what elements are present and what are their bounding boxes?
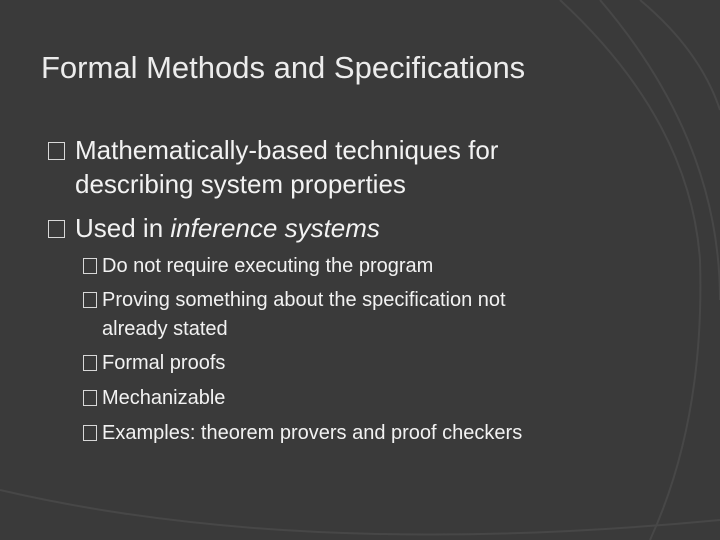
square-bullet-icon	[83, 292, 97, 308]
sub-bullet-5	[102, 419, 522, 448]
sub-bullet-3-text: Formal proofs	[102, 352, 226, 374]
arc-1	[560, 0, 700, 540]
square-bullet-icon	[83, 425, 97, 441]
sub-bullet-2-continuation	[102, 315, 228, 344]
sub-bullet-4-text: Mechanizable	[102, 387, 226, 409]
bullet-1-line-2: describing system properties	[75, 169, 406, 199]
bullet-1	[75, 133, 498, 167]
square-bullet-icon	[83, 258, 97, 274]
bullet-1-line-1: Mathematically-based techniques for	[75, 135, 499, 165]
sub-bullet-2-line-2: already stated	[102, 318, 228, 340]
sub-bullet-1-text: Do not require executing the program	[102, 255, 434, 277]
sub-bullet-5-text: Examples: theorem provers and proof checkers	[102, 422, 523, 444]
bullet-2	[75, 211, 380, 245]
sub-bullet-2	[102, 286, 506, 315]
arc-4	[0, 490, 720, 535]
arc-2	[600, 0, 720, 300]
slide-title: Formal Methods and Specifications	[41, 50, 526, 85]
square-bullet-icon	[48, 220, 65, 238]
sub-bullet-4	[102, 384, 225, 413]
sub-bullet-1	[102, 252, 433, 281]
bullet-2-emphasis: inference systems	[170, 213, 380, 243]
square-bullet-icon	[48, 142, 65, 160]
bullet-2-prefix: Used in	[75, 213, 171, 243]
sub-bullet-3	[102, 349, 225, 378]
sub-bullet-2-line-1: Proving something about the specification not	[102, 289, 506, 311]
square-bullet-icon	[83, 355, 97, 371]
bullet-1-continuation	[75, 167, 406, 201]
arc-3	[640, 0, 720, 110]
square-bullet-icon	[83, 390, 97, 406]
